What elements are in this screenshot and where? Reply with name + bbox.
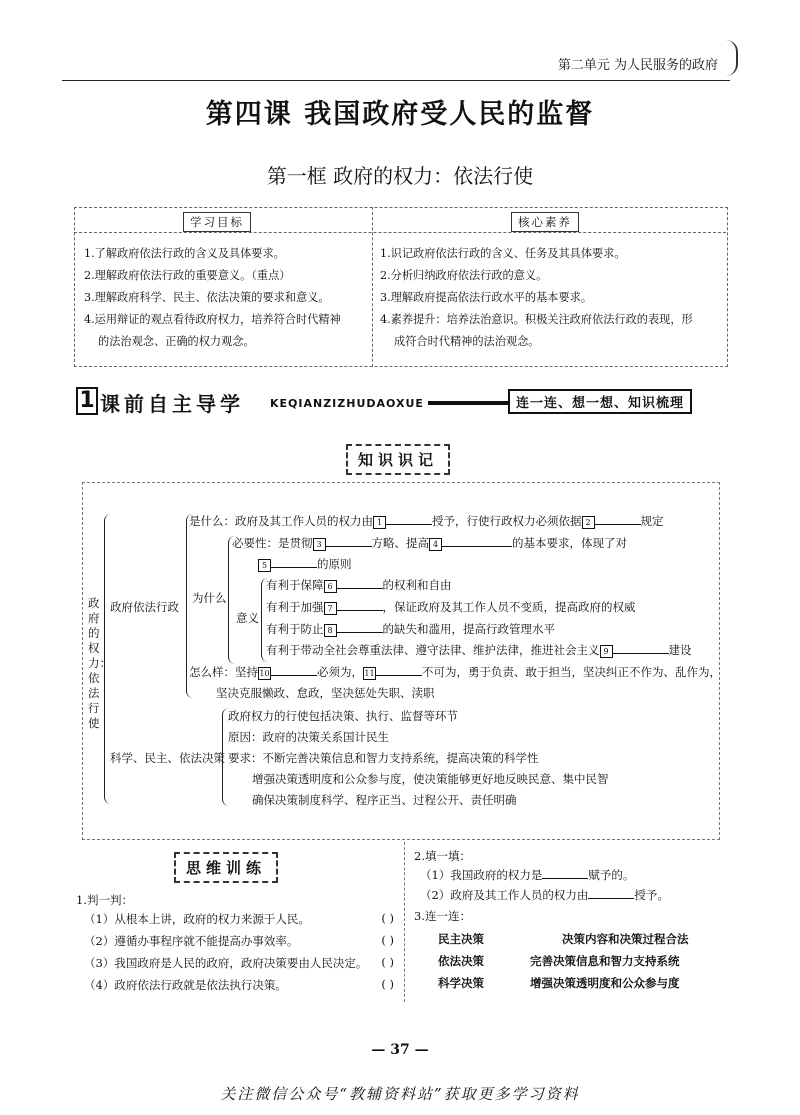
m2-a: 有利于加强 xyxy=(266,600,324,614)
m3-a: 有利于防止 xyxy=(266,622,324,636)
map-necessity-cont xyxy=(258,556,352,572)
judge-item xyxy=(84,977,394,993)
header-unit: 第二单元 为人民服务的政府 xyxy=(557,58,718,73)
blank-number-6: 6 xyxy=(324,580,337,593)
answer-blank[interactable] xyxy=(588,898,634,899)
blank-number-8: 8 xyxy=(324,624,337,637)
m1-b: 的权利和自由 xyxy=(382,578,452,592)
core-goal-item: 2.分析归纳政府依法行政的意义。 xyxy=(380,269,548,282)
learning-goal-item: 4.运用辩证的观点看待政府权力，培养符合时代精神 xyxy=(84,313,341,326)
m1-a: 有利于保障 xyxy=(266,578,324,592)
answer-blank[interactable] xyxy=(542,878,588,879)
answer-paren[interactable]: ( ) xyxy=(381,911,394,925)
blank-number-1: 1 xyxy=(373,516,386,529)
meaning-item-3 xyxy=(266,621,555,637)
answer-blank[interactable] xyxy=(337,610,383,611)
m3-b: 的缺失和滥用，提高行政管理水平 xyxy=(382,622,555,636)
m4-b: 建设 xyxy=(668,643,692,657)
judge-item xyxy=(84,933,394,949)
fill-text: 赋予的。 xyxy=(588,868,635,882)
blank-number-3: 3 xyxy=(313,538,326,551)
page-number: — 37 — xyxy=(371,1042,429,1058)
section-title: 课前自主导学 xyxy=(100,392,244,416)
what-text-b: 授予，行使行政权力必须依据 xyxy=(432,514,582,528)
learning-goal-item: 3.理解政府科学、民主、依法决策的要求和意义。 xyxy=(84,291,330,304)
goals-header-rule xyxy=(74,232,726,233)
learning-goal-item: 2.理解政府依法行政的重要意义。（重点） xyxy=(84,269,291,282)
learning-goal-item: 的法治观念、正确的权力观念。 xyxy=(98,335,255,348)
core-literacy-list xyxy=(380,243,724,353)
map-necessity xyxy=(232,535,627,551)
section-number: 1 xyxy=(76,387,98,415)
fill-item xyxy=(420,867,634,883)
decision-item: 政府权力的行使包括决策、执行、监督等环节 xyxy=(228,709,458,723)
answer-blank[interactable] xyxy=(337,588,383,589)
map-what xyxy=(189,513,664,529)
section-pinyin: KEQIANZIZHUDAOXUE xyxy=(270,397,424,410)
judge-text: （2）遵循办事程序就不能提高办事效率。 xyxy=(84,934,299,948)
core-goal-item: 3.理解政府提高依法行政水平的基本要求。 xyxy=(380,291,593,304)
answer-paren[interactable]: ( ) xyxy=(381,933,394,947)
section-rule xyxy=(428,401,508,405)
exercise-divider xyxy=(404,842,405,1002)
what-text-a: 是什么：政府及其工作人员的权力由 xyxy=(189,514,373,528)
fill-text: 授予。 xyxy=(634,888,669,902)
decision-item: 原因：政府的决策关系国计民生 xyxy=(228,730,389,744)
how-b: 必须为， xyxy=(317,665,363,679)
decision-item: 要求：不断完善决策信息和智力支持系统，提高决策的科学性 xyxy=(228,751,539,765)
meaning-item-1 xyxy=(266,577,452,593)
answer-blank[interactable] xyxy=(442,546,512,547)
how-c: 不可为，勇于负责、敢于担当，坚决纠正不作为、乱作为， xyxy=(422,665,721,679)
match-right-item[interactable]: 增强决策透明度和公众参与度 xyxy=(530,976,680,990)
necessity-a: 必要性：是贯彻 xyxy=(232,536,313,550)
learning-goals-label: 学习目标 xyxy=(183,212,251,232)
fill-item xyxy=(420,887,669,903)
section-tag: 连一连、想一想、知识梳理 xyxy=(508,389,692,414)
blank-number-7: 7 xyxy=(324,602,337,615)
answer-blank[interactable] xyxy=(595,524,641,525)
blank-number-4: 4 xyxy=(429,538,442,551)
core-goal-item: 1.识记政府依法行政的含义、任务及其具体要求。 xyxy=(380,247,626,260)
match-right-item[interactable]: 完善决策信息和智力支持系统 xyxy=(530,954,680,968)
footer-note: 关注微信公众号“教辅资料站”获取更多学习资料 xyxy=(220,1085,580,1103)
answer-paren[interactable]: ( ) xyxy=(381,955,394,969)
necessity-b: 方略、提高 xyxy=(371,536,429,550)
answer-blank[interactable] xyxy=(613,653,669,654)
knowledge-ribbon: 知识识记 xyxy=(346,444,450,475)
necessity-d: 的原则 xyxy=(317,557,352,571)
fill-text: （2）政府及其工作人员的权力由 xyxy=(420,888,589,902)
meaning-item-2 xyxy=(266,599,636,615)
judge-text: （1）从根本上讲，政府的权力来源于人民。 xyxy=(84,912,310,926)
header-brace xyxy=(726,40,738,76)
exercise-ribbon: 思维训练 xyxy=(174,852,278,883)
fill-text: （1）我国政府的权力是 xyxy=(420,868,543,882)
how-a: 怎么样：坚持 xyxy=(189,665,258,679)
answer-blank[interactable] xyxy=(271,675,317,676)
match-left-item[interactable]: 民主决策 xyxy=(438,932,484,946)
learning-goal-item: 1.了解政府依法行政的含义及具体要求。 xyxy=(84,247,285,260)
blank-number-9: 9 xyxy=(600,645,613,658)
core-goal-item: 4.素养提升：培养法治意识。积极关注政府依法行政的表现，形 xyxy=(380,313,693,326)
goals-divider xyxy=(372,207,373,367)
core-literacy-label: 核心素养 xyxy=(511,212,579,232)
map-root: 政府的权力：依法行使 xyxy=(88,596,111,730)
decision-item: 增强决策透明度和公众参与度，使决策能够更好地反映民意、集中民智 xyxy=(252,772,609,786)
branch-decision-making: 科学、民主、依法决策 xyxy=(110,751,225,765)
match-left-item[interactable]: 科学决策 xyxy=(438,976,484,990)
answer-blank[interactable] xyxy=(271,567,317,568)
answer-paren[interactable]: ( ) xyxy=(381,977,394,991)
map-how xyxy=(189,664,721,680)
answer-blank[interactable] xyxy=(386,524,432,525)
answer-blank[interactable] xyxy=(326,546,372,547)
answer-blank[interactable] xyxy=(376,675,422,676)
judge-text: （3）我国政府是人民的政府，政府决策要由人民决定。 xyxy=(84,956,368,970)
meaning-item-4 xyxy=(266,642,692,658)
header-rule xyxy=(62,80,730,81)
m4-a: 有利于带动全社会尊重法律、遵守法律、维护法律，推进社会主义 xyxy=(266,643,600,657)
judge-item xyxy=(84,911,394,927)
fill-title: 2.填一填： xyxy=(414,849,471,863)
map-why: 为什么 xyxy=(192,591,227,605)
judge-title: 1.判一判： xyxy=(76,893,133,907)
m2-b: ，保证政府及其工作人员不变质，提高政府的权威 xyxy=(382,600,636,614)
match-right-item[interactable]: 决策内容和决策过程合法 xyxy=(562,932,689,946)
map-how-cont: 坚决克服懒政、怠政，坚决惩处失职、渎职 xyxy=(216,686,435,700)
map-meaning: 意义 xyxy=(236,611,259,625)
blank-number-11: 11 xyxy=(364,668,375,678)
lesson-title: 第四课 我国政府受人民的监督 xyxy=(205,99,595,130)
judge-item xyxy=(84,955,394,971)
frame-title: 第一框 政府的权力：依法行使 xyxy=(266,164,534,188)
learning-goals-list xyxy=(84,243,368,353)
core-goal-item: 成符合时代精神的法治观念。 xyxy=(394,335,540,348)
why-brace xyxy=(228,536,235,664)
match-title: 3.连一连： xyxy=(414,909,471,923)
blank-number-10: 10 xyxy=(259,668,270,678)
judge-text: （4）政府依法行政就是依法执行决策。 xyxy=(84,978,287,992)
match-left-item[interactable]: 依法决策 xyxy=(438,954,484,968)
branch-law-administration: 政府依法行政 xyxy=(110,600,179,614)
blank-number-2: 2 xyxy=(582,516,595,529)
necessity-c: 的基本要求，体现了对 xyxy=(512,536,627,550)
decision-item: 确保决策制度科学、程序正当、过程公开、责任明确 xyxy=(252,793,517,807)
answer-blank[interactable] xyxy=(337,632,383,633)
what-text-c: 规定 xyxy=(640,514,664,528)
blank-number-5: 5 xyxy=(258,559,271,572)
